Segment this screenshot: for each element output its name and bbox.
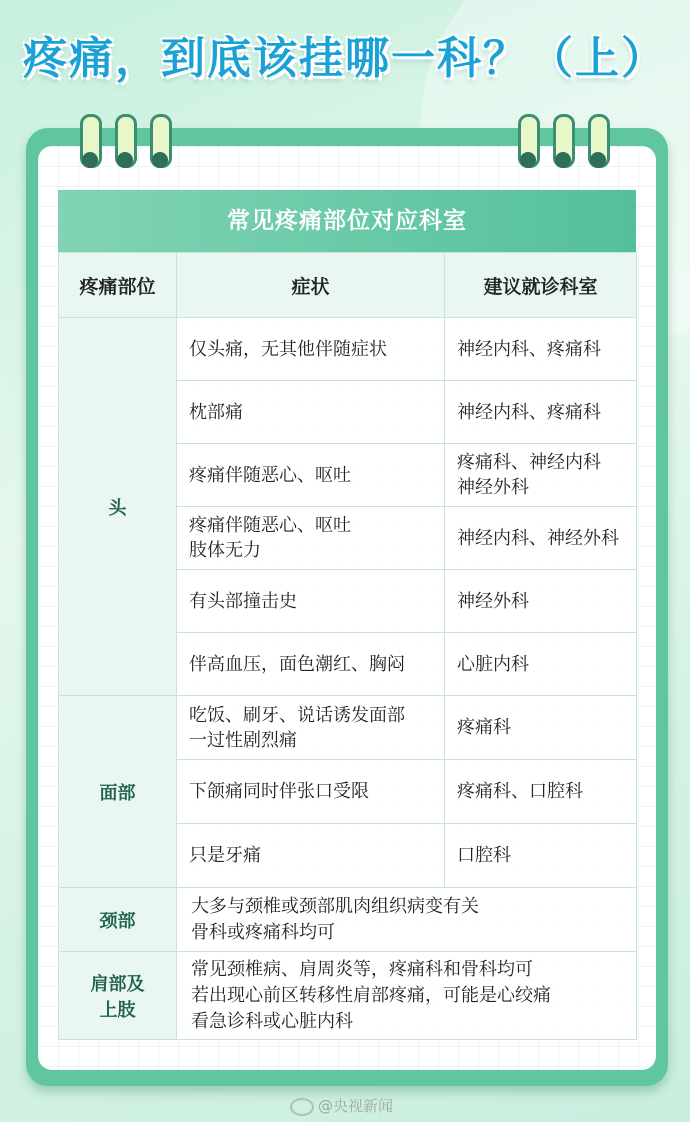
department-cell: 神经内科、疼痛科 bbox=[445, 318, 637, 381]
header-symptom: 症状 bbox=[177, 253, 445, 318]
page-title: 疼痛，到底该挂哪一科？（上） bbox=[23, 33, 667, 84]
symptom-cell: 下颌痛同时伴张口受限 bbox=[177, 760, 445, 824]
department-cell: 神经内科、神经外科 bbox=[445, 507, 637, 570]
department-cell: 口腔科 bbox=[445, 824, 637, 888]
binder-ring-icon bbox=[553, 114, 575, 170]
symptom-cell: 只是牙痛 bbox=[177, 824, 445, 888]
advice-cell: 常见颈椎病、肩周炎等，疼痛科和骨科均可 若出现心前区转移性肩部疼痛，可能是心绞痛 看急诊科或心脏内科 bbox=[177, 952, 637, 1040]
symptom-cell: 疼痛伴随恶心、呕吐 肢体无力 bbox=[177, 507, 445, 570]
symptom-cell: 枕部痛 bbox=[177, 381, 445, 444]
symptom-cell: 吃饭、刷牙、说话诱发面部 一过性剧烈痛 bbox=[177, 696, 445, 760]
table-caption: 常见疼痛部位对应科室 bbox=[58, 190, 636, 252]
symptom-cell: 有头部撞击史 bbox=[177, 570, 445, 633]
symptom-cell: 伴高血压，面色潮红、胸闷 bbox=[177, 633, 445, 696]
department-cell: 神经内科、疼痛科 bbox=[445, 381, 637, 444]
binder-ring-icon bbox=[588, 114, 610, 170]
symptom-cell: 仅头痛，无其他伴随症状 bbox=[177, 318, 445, 381]
region-neck: 颈部 bbox=[59, 888, 177, 952]
weibo-icon bbox=[290, 1098, 314, 1116]
binder-ring-icon bbox=[115, 114, 137, 170]
watermark: @央视新闻 bbox=[290, 1095, 393, 1116]
symptom-cell: 疼痛伴随恶心、呕吐 bbox=[177, 444, 445, 507]
department-cell: 疼痛科、口腔科 bbox=[445, 760, 637, 824]
department-cell: 疼痛科 bbox=[445, 696, 637, 760]
binder-ring-icon bbox=[80, 114, 102, 170]
department-cell: 疼痛科、神经内科 神经外科 bbox=[445, 444, 637, 507]
header-region: 疼痛部位 bbox=[59, 253, 177, 318]
binder-ring-icon bbox=[150, 114, 172, 170]
binder-ring-icon bbox=[518, 114, 540, 170]
advice-cell: 大多与颈椎或颈部肌肉组织病变有关 骨科或疼痛科均可 bbox=[177, 888, 637, 952]
department-cell: 神经外科 bbox=[445, 570, 637, 633]
department-table bbox=[58, 190, 636, 1040]
region-head: 头 bbox=[59, 318, 177, 696]
department-cell: 心脏内科 bbox=[445, 633, 637, 696]
header-department: 建议就诊科室 bbox=[445, 253, 637, 318]
region-shoulder: 肩部及 上肢 bbox=[59, 952, 177, 1040]
region-face: 面部 bbox=[59, 696, 177, 888]
